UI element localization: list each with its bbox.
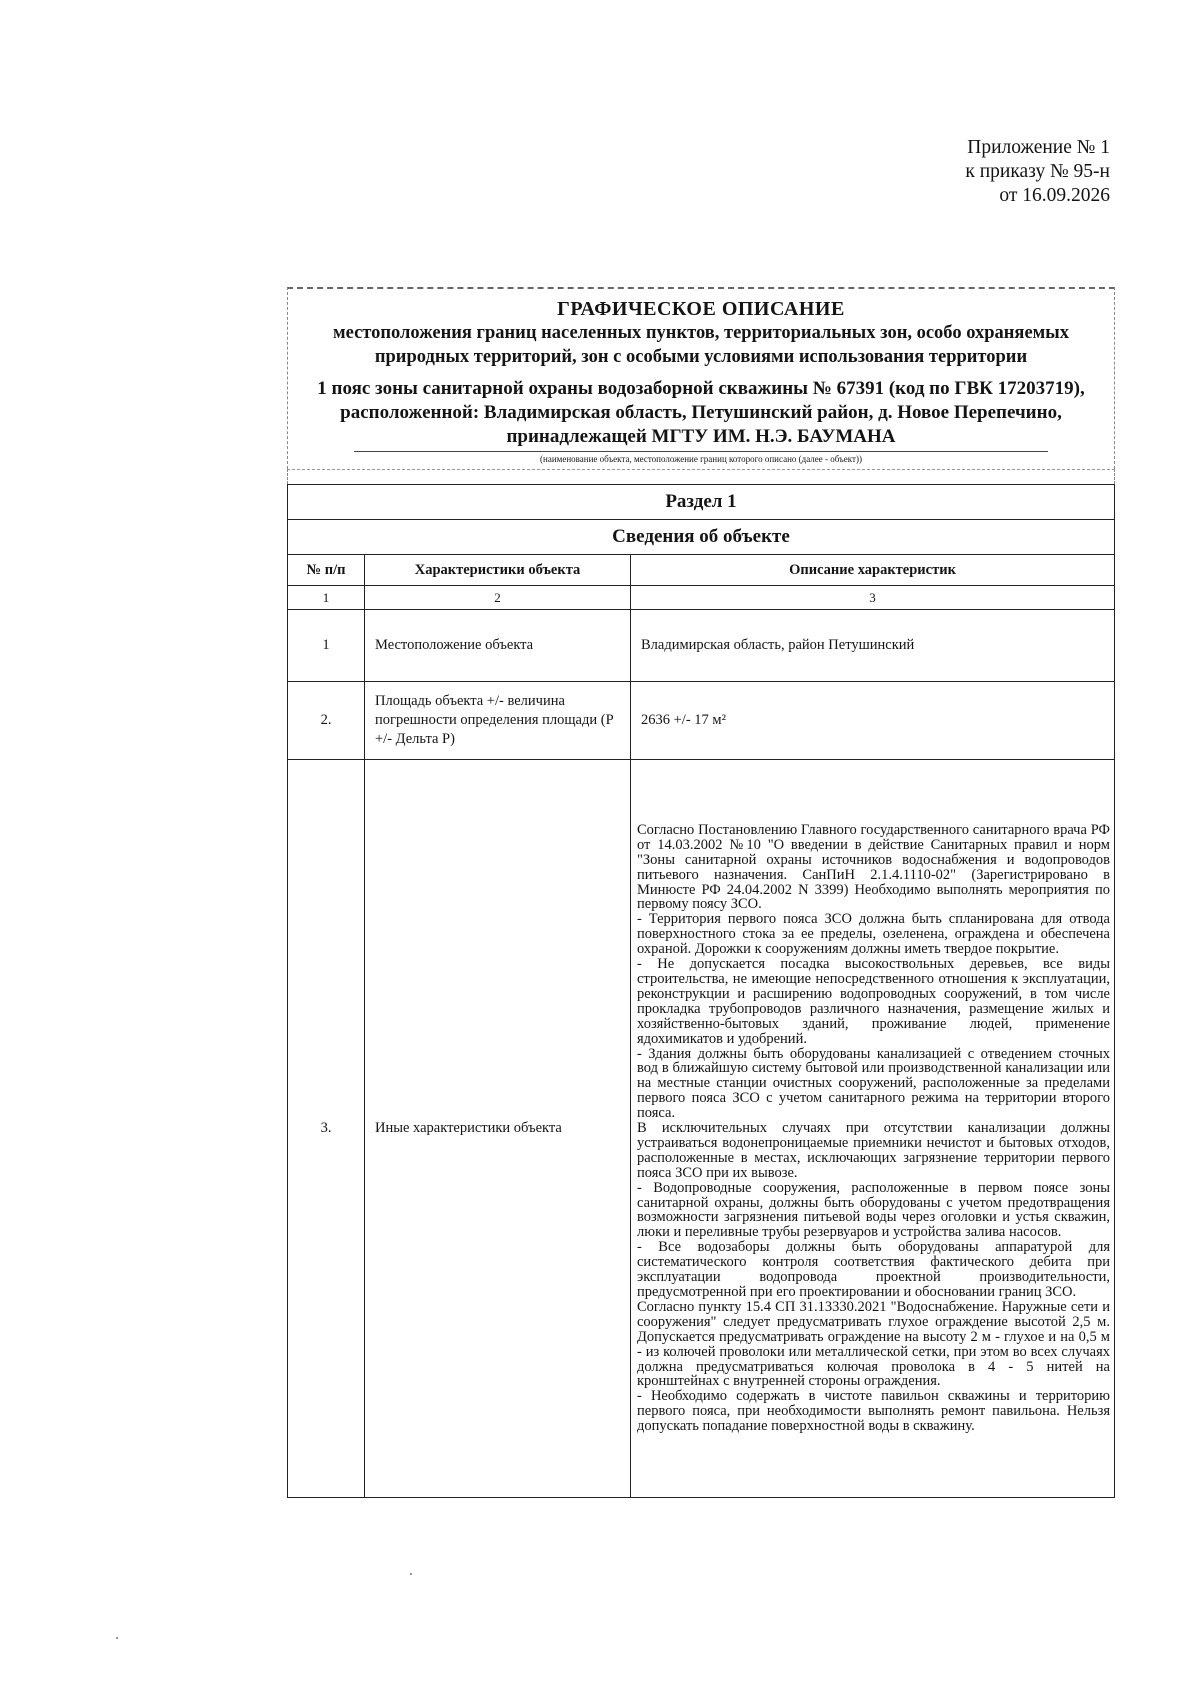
description-paragraph: В исключительных случаях при отсутствии канализации должны устраиваться водонепроницаемые приемники нечистот и бытовых отходов, расположенные в местах, исключающих загрязнение территории первого пояса ЗСО при их вывозе. bbox=[637, 1120, 1110, 1181]
row-description: Владимирская область, район Петушинский bbox=[631, 610, 1115, 682]
section-label: Раздел 1 bbox=[288, 485, 1115, 520]
appendix-line-1: Приложение № 1 bbox=[967, 137, 1110, 158]
section-label-row bbox=[288, 485, 1115, 520]
title-block bbox=[287, 287, 1115, 469]
document-form bbox=[287, 287, 1115, 1498]
appendix-line-3: от 16.09.2026 bbox=[999, 185, 1110, 206]
row-characteristic: Иные характеристики объекта bbox=[365, 760, 631, 1498]
description-paragraph: - Водопроводные сооружения, расположенные в первом поясе зоны санитарной охраны, должны быть оборудованы с учетом предотвращения возможности загрязнения питьевой воды через оголовки и устья скважин, люки и переливные трубы резервуаров и устройства залива насосов. bbox=[637, 1179, 1110, 1241]
column-number: 2 bbox=[365, 586, 631, 610]
spacer-row bbox=[287, 469, 1115, 484]
row-number: 1 bbox=[288, 610, 365, 682]
table-header-row bbox=[288, 555, 1115, 586]
description-paragraph: - Не допускается посадка высокоствольных деревьев, все виды строительства, не имеющие непосредственного отношения к эксплуатации, реконструкции и расширению водопроводных сооружений, в том числе прокладка трубопроводов различного назначения, размещение жилых и хозяйственно-бытовых зданий, проживание людей, применение ядохимикатов и удобрений. bbox=[637, 956, 1110, 1047]
section-name: Сведения об объекте bbox=[288, 520, 1115, 555]
table-row bbox=[288, 760, 1115, 1498]
scan-speck bbox=[116, 1637, 118, 1639]
column-number: 1 bbox=[288, 586, 365, 610]
row-number: 2. bbox=[288, 682, 365, 760]
description-paragraph: Согласно Постановлению Главного государственного санитарного врача РФ от 14.03.2002 №10 "О введении в действие Санитарных правил и норм "Зоны санитарной охраны источников водоснабжения и водопроводов питьевого назначения. СанПиН 2.1.4.1110-02" (Зарегистрировано в Минюсте РФ 24.04.2002 N 3399) Необходимо выполнять мероприятия по первому поясу ЗСО. bbox=[637, 821, 1110, 913]
object-info-table bbox=[287, 484, 1115, 1498]
document-subtitle: местоположения границ населенных пунктов, территориальных зон, особо охраняемых природных территорий, зон с особыми условиями использования территории bbox=[333, 323, 1069, 367]
row-characteristic: Площадь объекта +/- величина погрешности определения площади (Р +/- Дельта Р) bbox=[365, 682, 631, 760]
appendix-block bbox=[965, 136, 1110, 208]
description-paragraph: - Здания должны быть оборудованы канализацией с отведением сточных вод в ближайшую систему бытовой или производственной канализации или на местные станции очистных сооружений, расположенные за пределами первого пояса ЗСО с учетом санитарного режима на территории второго пояса. bbox=[637, 1045, 1110, 1122]
description-paragraph: - Необходимо содержать в чистоте павильон скважины и территорию первого пояса, при необходимости выполнять ремонт павильона. Нельзя допускать попадание поверхностной воды в скважину. bbox=[637, 1388, 1110, 1435]
column-number-row bbox=[288, 586, 1115, 610]
row-description-long bbox=[631, 760, 1115, 1498]
header-characteristic: Характеристики объекта bbox=[365, 555, 631, 586]
description-paragraph: - Территория первого пояса ЗСО должна быть спланирована для отвода поверхностного стока за ее пределы, озеленена, ограждена и обеспечена охраной. Дорожки к сооружениям должны иметь твердое покрытие. bbox=[637, 911, 1110, 958]
document-title: ГРАФИЧЕСКОЕ ОПИСАНИЕ bbox=[557, 298, 845, 320]
object-caption: (наименование объекта, местоположение границ которого описано (далее - объект)) bbox=[354, 451, 1048, 465]
table-row bbox=[288, 610, 1115, 682]
table-row bbox=[288, 682, 1115, 760]
description-paragraph: Согласно пункту 15.4 СП 31.13330.2021 "Водоснабжение. Наружные сети и сооружения" следует предусматривать глухое ограждение высотой 2,5 м. Допускается предусматривать ограждение на высоту 2 м - глухое и на 0,5 м - из колючей проволоки или металлической сетки, при этом во всех случаях должна предусматриваться колючая проволока в 4 - 5 нитей на кронштейнах с внутренней стороны ограждения. bbox=[637, 1298, 1110, 1390]
object-name: 1 пояс зоны санитарной охраны водозаборной скважины № 67391 (код по ГВК 17203719), расположенной: Владимирская область, Петушинский район, д. Новое Перепечино, принадлежащей МГТУ ИМ. Н.Э. БАУМАНА bbox=[317, 378, 1085, 447]
row-characteristic: Местоположение объекта bbox=[365, 610, 631, 682]
description-paragraph: - Все водозаборы должны быть оборудованы аппаратурой для систематического контроля соответствия фактического дебита при эксплуатации водопровода проектной производительности, предусмотренной при его проектировании и обосновании границ ЗСО. bbox=[637, 1239, 1110, 1301]
header-num: № п/п bbox=[288, 555, 365, 586]
column-number: 3 bbox=[631, 586, 1115, 610]
row-number: 3. bbox=[288, 760, 365, 1498]
scan-speck bbox=[410, 1573, 412, 1575]
section-name-row bbox=[288, 520, 1115, 555]
row-description: 2636 +/- 17 м² bbox=[631, 682, 1115, 760]
appendix-line-2: к приказу № 95-н bbox=[965, 161, 1110, 182]
header-description: Описание характеристик bbox=[631, 555, 1115, 586]
